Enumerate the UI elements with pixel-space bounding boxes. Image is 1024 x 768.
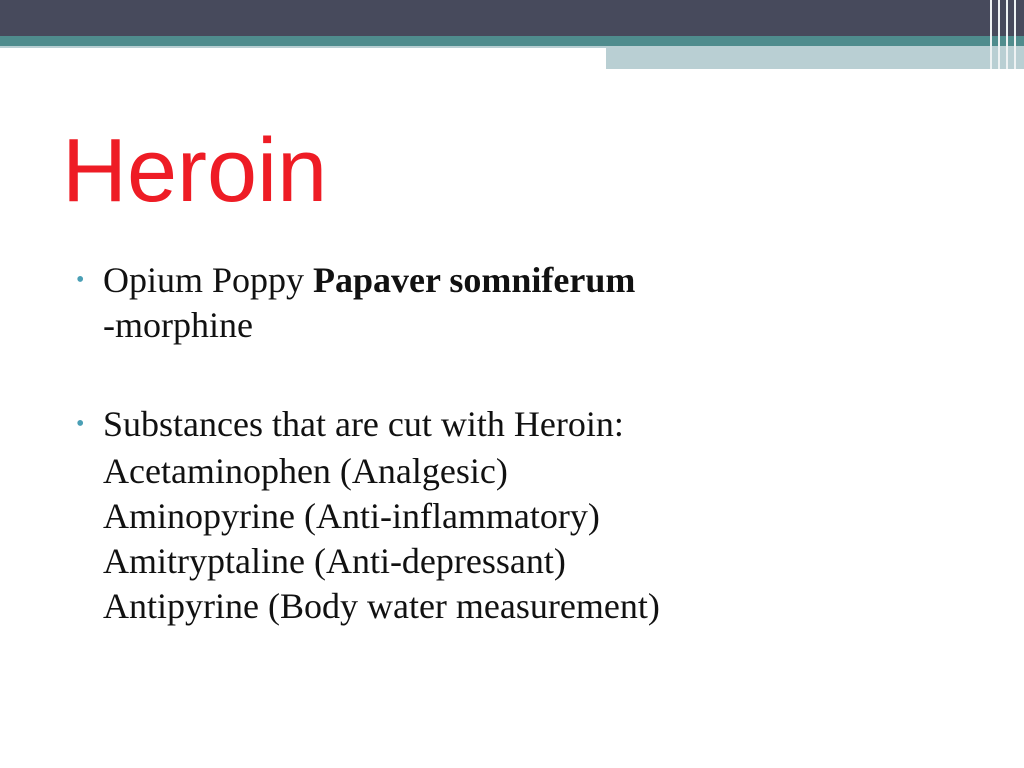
substance-line: Aminopyrine (Anti-inflammatory) [103, 496, 600, 536]
header-teal-band [0, 36, 1024, 46]
substance-line: Acetaminophen (Analgesic) [103, 451, 508, 491]
slide-title: Heroin [62, 121, 328, 221]
bullet-item-poppy [76, 258, 976, 348]
header-stripes [986, 0, 1024, 69]
bullet-item-substances [76, 402, 976, 629]
header-light-strip [0, 46, 606, 48]
header-dark-band [0, 0, 1024, 36]
slide-body [76, 258, 976, 629]
substance-line: Antipyrine (Body water measurement) [103, 586, 660, 626]
substance-list [103, 449, 976, 629]
header-light-band [606, 46, 1024, 69]
bullet-continuation: -morphine [103, 305, 253, 345]
bullet-text: Substances that are cut with Heroin: [103, 404, 624, 444]
bullet-bold-text: Papaver somniferum [313, 260, 636, 300]
bullet-text: Opium Poppy [103, 260, 314, 300]
substance-line: Amitryptaline (Anti-depressant) [103, 541, 566, 581]
bullet-icon: • [76, 267, 85, 293]
bullet-icon: • [76, 411, 85, 437]
